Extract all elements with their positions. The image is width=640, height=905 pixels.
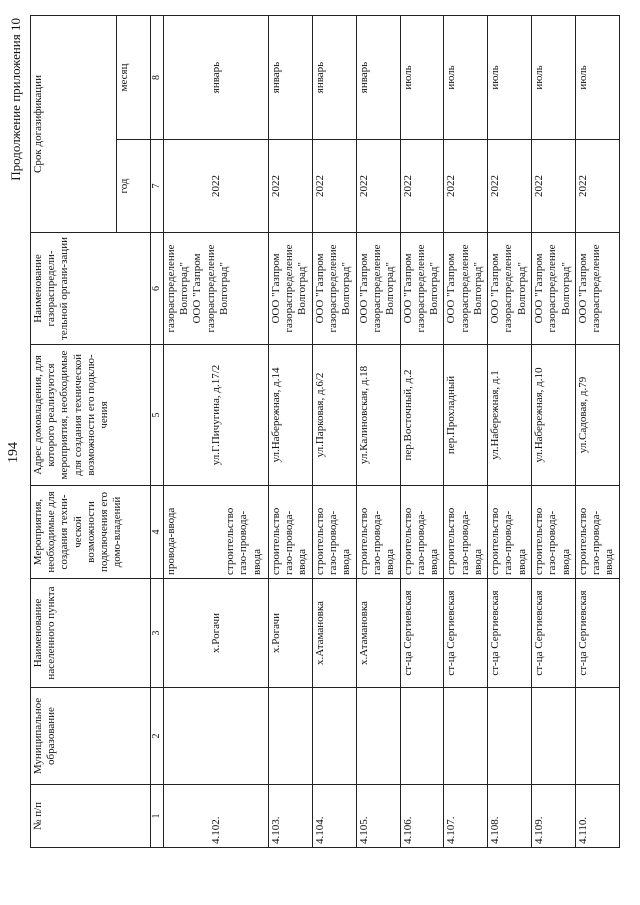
row-number: 4.105. <box>356 785 400 848</box>
table-row <box>576 15 620 847</box>
header-deadline: Срок догазификации <box>31 15 117 232</box>
gasification-table <box>30 15 620 848</box>
address-cell: ул.Набережная, д.1 <box>488 345 532 486</box>
year-cell: 2022 <box>268 140 312 233</box>
address-cell: ул.Парковая, д.6/2 <box>312 345 356 486</box>
settlement-cell: ст-ца Сергиевская <box>576 579 620 688</box>
year-cell: 2022 <box>312 140 356 233</box>
measure-text: строительство газо-провода-ввода <box>224 507 263 575</box>
measure-cell: строительство газо-провода-ввода <box>444 486 488 579</box>
address-cell: ул.Г.Пичугина, д.17/2 <box>164 345 269 486</box>
header-address: Адрес домовладения, для которого реализуются мероприятия, необходимые для создания технической возможности его подклю-чения <box>31 345 151 486</box>
organization-cell: ООО "Газпром газораспределение Волгоград" <box>488 233 532 345</box>
table-row <box>268 15 312 847</box>
organization-cell: ООО "Газпром газораспределение Волгоград" <box>400 233 444 345</box>
row-number: 4.102. <box>164 785 269 848</box>
column-number: 5 <box>151 345 164 486</box>
measure-cell: строительство газо-провода-ввода <box>356 486 400 579</box>
organization-cell: ООО "Газпром газораспределение Волгоград" <box>312 233 356 345</box>
settlement-cell: ст-ца Сергиевская <box>488 579 532 688</box>
month-cell: июль <box>488 15 532 139</box>
settlement-cell: х.Рогачи <box>164 579 269 688</box>
column-number: 8 <box>151 15 164 139</box>
header-month: месяц <box>117 15 151 139</box>
organization-cell: ООО "Газпром газораспределение Волгоград" <box>532 233 576 345</box>
carry-over-organization: газораспределение Волгоград" <box>165 244 191 333</box>
table-row <box>312 15 356 847</box>
month-cell: июль <box>400 15 444 139</box>
address-cell: пер.Прохладный <box>444 345 488 486</box>
address-cell: ул.Садовая, д.79 <box>576 345 620 486</box>
municipality-cell <box>268 688 312 785</box>
row-number: 4.108. <box>488 785 532 848</box>
month-cell: январь <box>268 15 312 139</box>
organization-cell: ООО "Газпром газораспределение <box>576 233 620 345</box>
measure-cell: строительство газо-провода-ввода <box>312 486 356 579</box>
organization-cell: ООО "Газпром газораспределение Волгоград" <box>268 233 312 345</box>
year-cell: 2022 <box>400 140 444 233</box>
header-organization: Наименование газораспредели-тельной органи-зации <box>31 233 151 345</box>
carry-over-measure: провода-ввода <box>165 507 177 575</box>
municipality-cell <box>576 688 620 785</box>
row-number: 4.110. <box>576 785 620 848</box>
column-number: 1 <box>151 785 164 848</box>
header-year: год <box>117 140 151 233</box>
column-number: 4 <box>151 486 164 579</box>
municipality-cell <box>400 688 444 785</box>
address-cell: ул.Набережная, д.10 <box>532 345 576 486</box>
month-cell: июль <box>444 15 488 139</box>
settlement-cell: х.Рогачи <box>268 579 312 688</box>
row-number: 4.103. <box>268 785 312 848</box>
column-number: 3 <box>151 579 164 688</box>
settlement-cell: ст-ца Сергиевская <box>532 579 576 688</box>
settlement-cell: ст-ца Сергиевская <box>444 579 488 688</box>
municipality-cell <box>532 688 576 785</box>
year-cell: 2022 <box>488 140 532 233</box>
municipality-cell <box>444 688 488 785</box>
organization-text: ООО "Газпром газораспределение Волгоград" <box>191 244 230 333</box>
measure-cell <box>164 486 269 579</box>
table-row <box>356 15 400 847</box>
organization-cell <box>164 233 269 345</box>
settlement-cell: х.Атамановка <box>356 579 400 688</box>
year-cell: 2022 <box>164 140 269 233</box>
measure-cell: строительство газо-провода-ввода <box>268 486 312 579</box>
address-cell: пер.Восточный, д.2 <box>400 345 444 486</box>
measure-cell: строительство газо-провода-ввода <box>488 486 532 579</box>
table-row <box>488 15 532 847</box>
page-number: 194 <box>6 442 21 463</box>
month-cell: январь <box>356 15 400 139</box>
year-cell: 2022 <box>444 140 488 233</box>
year-cell: 2022 <box>356 140 400 233</box>
row-number: 4.107. <box>444 785 488 848</box>
municipality-cell <box>488 688 532 785</box>
table-row <box>532 15 576 847</box>
organization-cell: ООО "Газпром газораспределение Волгоград" <box>444 233 488 345</box>
table-row <box>444 15 488 847</box>
address-cell: ул.Калиновская, д.18 <box>356 345 400 486</box>
appendix-note: Продолжение приложения 10 <box>8 18 23 181</box>
table-row <box>400 15 444 847</box>
column-number: 6 <box>151 233 164 345</box>
municipality-cell <box>164 688 269 785</box>
row-number: 4.109. <box>532 785 576 848</box>
header-num: № п/п <box>31 785 151 848</box>
settlement-cell: ст-ца Сергиевская <box>400 579 444 688</box>
header-settlement: Наименование населенного пункта <box>31 579 151 688</box>
column-number-row <box>151 15 164 847</box>
measure-cell: строительство газо-провода-ввода <box>532 486 576 579</box>
measure-cell: строительство газо-провода-ввода <box>576 486 620 579</box>
settlement-cell: х.Атамановка <box>312 579 356 688</box>
month-cell: июль <box>576 15 620 139</box>
row-number: 4.106. <box>400 785 444 848</box>
column-number: 2 <box>151 688 164 785</box>
table-row <box>164 15 269 847</box>
municipality-cell <box>356 688 400 785</box>
year-cell: 2022 <box>576 140 620 233</box>
address-cell: ул.Набережная, д.14 <box>268 345 312 486</box>
table-body <box>151 15 620 847</box>
measure-cell: строительство газо-провода-ввода <box>400 486 444 579</box>
month-cell: июль <box>532 15 576 139</box>
organization-cell: ООО "Газпром газораспределение Волгоград" <box>356 233 400 345</box>
month-cell: январь <box>164 15 269 139</box>
header-municipality: Муниципальное образование <box>31 688 151 785</box>
header-measures: Мероприятия, необходимые для создания техни-ческой возможности подключения его домо-владений <box>31 486 151 579</box>
column-number: 7 <box>151 140 164 233</box>
row-number: 4.104. <box>312 785 356 848</box>
month-cell: январь <box>312 15 356 139</box>
year-cell: 2022 <box>532 140 576 233</box>
municipality-cell <box>312 688 356 785</box>
